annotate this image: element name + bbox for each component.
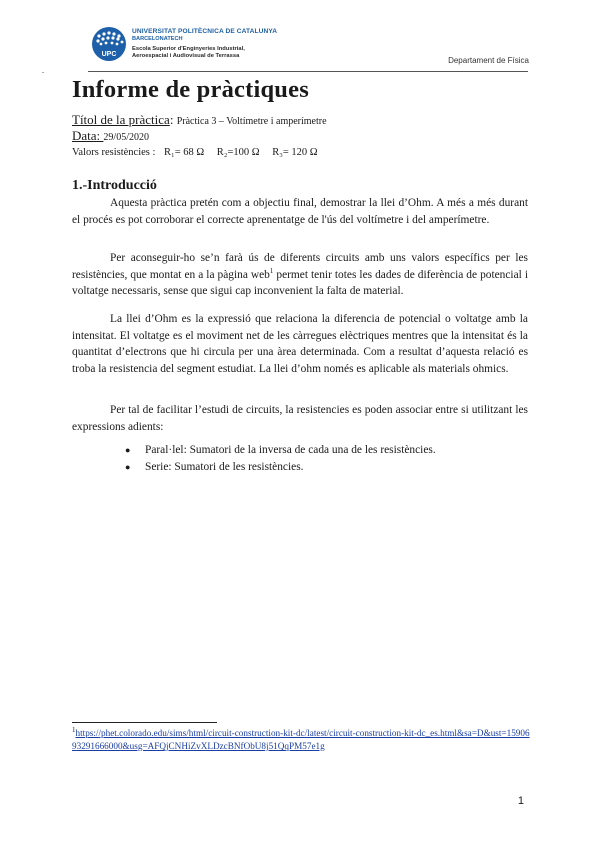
list-item: ● Serie: Sumatori de les resistències. xyxy=(125,459,436,476)
paragraph-4 xyxy=(72,402,528,435)
department-label: Departament de Física xyxy=(448,56,529,65)
paragraph-2-text-b: permet tenir totes les dades de diferència de potencial i voltatge necessaris, sense que sigui cap inconvenient la falta de material. xyxy=(72,268,528,297)
page-title: Informe de pràctiques xyxy=(72,76,309,103)
date-row: Data: 29/05/2020 xyxy=(72,128,149,143)
logo-text: UPC xyxy=(101,51,117,58)
resistance-r3: R₃= 120 Ω xyxy=(272,147,318,158)
paragraph-4-text: Per tal de facilitar l’estudi de circuits, la resistencies es poden associar entre si utilitzant les expressions adients: xyxy=(72,404,528,433)
footnote-divider xyxy=(72,722,217,723)
footnote xyxy=(72,727,532,753)
resistances-row xyxy=(72,147,318,158)
paragraph-2 xyxy=(72,250,528,300)
footnote-marker: 1 xyxy=(72,725,76,734)
practice-title-row: Títol de la pràctica: Pràctica 3 – Voltímetre i amperímetre xyxy=(72,112,327,127)
footnote-ref[interactable]: 1 xyxy=(269,266,274,275)
paragraph-1 xyxy=(72,195,528,228)
footnote-link[interactable]: https://phet.colorado.edu/sims/html/circuit-construction-kit-dc/latest/circuit-construction-kit-dc_es.html&sa=D&ust=1590693291666000&usg=AFQjCNHiZvXLDzcBNfObU8j51QqPM57e1g xyxy=(72,728,530,751)
university-subtitle: BARCELONATECH xyxy=(132,36,183,42)
margin-mark: . xyxy=(42,66,44,75)
practice-title-label: Títol de la pràctica xyxy=(72,112,170,127)
resistance-r1: R₁= 68 Ω xyxy=(164,147,205,158)
school-name-line1: Escola Superior d'Enginyeries Industrial, xyxy=(132,46,245,52)
list-item: ● Paral·lel: Sumatori de la inversa de cada una de les resistències. xyxy=(125,442,436,459)
university-name: UNIVERSITAT POLITÈCNICA DE CATALUNYA xyxy=(132,28,278,35)
resistance-r2: R₂=100 Ω xyxy=(216,147,260,158)
date-value: 29/05/2020 xyxy=(103,132,149,143)
resistances-label: Valors resistències : xyxy=(72,147,156,158)
page-number: 1 xyxy=(517,795,524,807)
university-logo xyxy=(92,27,282,67)
paragraph-3-text: La llei d’Ohm es la expressió que relaciona la diferencia de potencial o voltatge amb la intensitat. El voltatge es el moviment net de les càrregues elèctriques mentres que la intensitat és la quantitat d’electrons que hi circula per una àrea determinada. Com a resultat d’aquesta relació es troba la resistencia del segment estudiat. La llei d’ohm només es aplicable als materials ohmics. xyxy=(72,313,528,375)
bullet-list xyxy=(125,442,436,476)
section-heading: 1.-Introducció xyxy=(72,178,157,193)
paragraph-1-text: Aquesta pràctica pretén com a objectiu final, demostrar la llei d’Ohm. A més a més durant el procés es pot corroborar el correcte aprenentatge de l'ús del voltímetre i del amperímetre. xyxy=(72,197,528,226)
paragraph-2-text-a: Per aconseguir-ho se’n farà ús de diferents circuits amb uns valors específics per les resistències, que montat en a la pàgina web xyxy=(72,252,528,281)
date-label: Data xyxy=(72,128,97,143)
school-name-line2: Aeroespacial i Audiovisual de Terrassa xyxy=(132,53,240,59)
header-divider xyxy=(88,71,528,72)
paragraph-3 xyxy=(72,311,528,377)
upc-logo-icon xyxy=(92,27,126,61)
practice-title-value: Pràctica 3 – Voltímetre i amperímetre xyxy=(176,116,327,127)
